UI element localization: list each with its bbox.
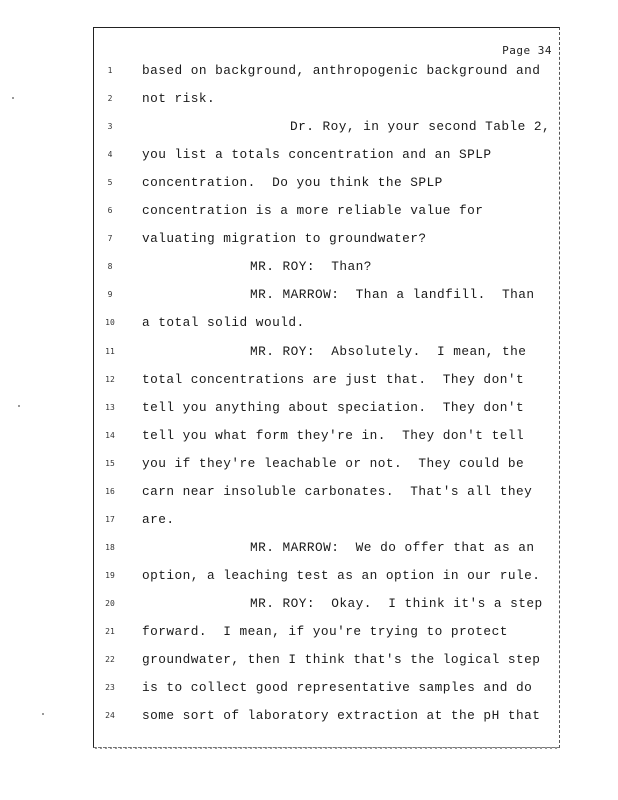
line-text: carn near insoluble carbonates. That's all they: [142, 483, 533, 499]
line-number: 10: [105, 318, 115, 328]
transcript-line: [0, 455, 618, 475]
transcript-line: [0, 679, 618, 699]
line-text: is to collect good representative samples and do: [142, 680, 533, 696]
line-number: 7: [107, 234, 113, 244]
line-number: 16: [105, 486, 115, 496]
line-number: 20: [105, 598, 115, 608]
transcript-line: [0, 286, 618, 306]
transcript-line: [0, 314, 618, 334]
line-text: groundwater, then I think that's the logical step: [142, 652, 541, 668]
line-number: 11: [105, 346, 115, 356]
line-number: 15: [105, 458, 115, 468]
line-text: tell you what form they're in. They don't tell: [142, 427, 525, 443]
line-text: MR. MARROW: We do offer that as an: [250, 539, 535, 555]
transcript-line: [0, 230, 618, 250]
transcript-line: [0, 567, 618, 587]
transcript-line: [0, 539, 618, 559]
line-text: based on background, anthropogenic background and: [142, 63, 541, 78]
line-text: MR. ROY: Absolutely. I mean, the: [250, 343, 527, 359]
transcript-line: [0, 258, 618, 278]
line-number: 1: [107, 66, 113, 75]
transcript-line: [0, 62, 618, 82]
transcript-line: [0, 707, 618, 727]
transcript-line: [0, 118, 618, 138]
transcript-line: [0, 371, 618, 391]
line-text: MR. ROY: Than?: [250, 259, 372, 275]
line-text: are.: [142, 511, 175, 527]
line-number: 21: [105, 627, 115, 636]
line-text: MR. MARROW: Than a landfill. Than: [250, 287, 535, 303]
line-text: some sort of laboratory extraction at the pH that: [142, 708, 541, 724]
scan-artifact: [12, 97, 14, 99]
transcript-line: [0, 623, 618, 643]
line-number: 9: [107, 290, 113, 300]
scan-artifact: [18, 405, 20, 407]
transcript-line: [0, 343, 618, 363]
transcript-line: [0, 651, 618, 671]
line-text: tell you anything about speciation. They don't: [142, 399, 525, 415]
line-text: a total solid would.: [142, 315, 305, 331]
line-number: 3: [107, 122, 113, 132]
line-number: 18: [105, 542, 115, 552]
line-number: 4: [107, 150, 113, 160]
line-text: total concentrations are just that. They don't: [142, 371, 525, 387]
transcript-line: [0, 90, 618, 110]
line-text: forward. I mean, if you're trying to protect: [142, 624, 508, 639]
line-text: concentration. Do you think the SPLP: [142, 175, 443, 191]
line-number: 17: [105, 514, 115, 524]
line-number: 6: [107, 206, 113, 216]
line-text: MR. ROY: Okay. I think it's a step: [250, 595, 543, 611]
page-footer-rule: [95, 747, 557, 749]
line-number: 12: [105, 374, 115, 384]
scan-artifact: [42, 713, 44, 715]
transcript-line: [0, 146, 618, 166]
line-text: not risk.: [142, 91, 216, 107]
line-text: you if they're leachable or not. They could be: [142, 455, 525, 471]
line-number: 2: [107, 94, 113, 104]
line-text: valuating migration to groundwater?: [142, 231, 427, 247]
line-text: option, a leaching test as an option in our rule.: [142, 567, 541, 583]
transcript-line: [0, 511, 618, 531]
line-text: concentration is a more reliable value for: [142, 203, 484, 219]
line-number: 23: [105, 683, 115, 693]
transcript-line: [0, 595, 618, 615]
line-number: 24: [105, 711, 115, 721]
line-number: 14: [105, 430, 115, 440]
line-number: 19: [105, 570, 115, 580]
line-number: 13: [105, 402, 115, 412]
transcript-line: [0, 427, 618, 447]
transcript-line: [0, 483, 618, 503]
line-text: Dr. Roy, in your second Table 2,: [290, 119, 551, 135]
line-number: 5: [107, 178, 113, 188]
line-number: 8: [107, 262, 113, 272]
transcript-line: [0, 174, 618, 194]
line-number: 22: [105, 655, 115, 665]
line-text: you list a totals concentration and an SPLP: [142, 147, 492, 163]
page-number: Page 34: [502, 44, 552, 57]
transcript-line: [0, 399, 618, 419]
transcript-line: [0, 202, 618, 222]
